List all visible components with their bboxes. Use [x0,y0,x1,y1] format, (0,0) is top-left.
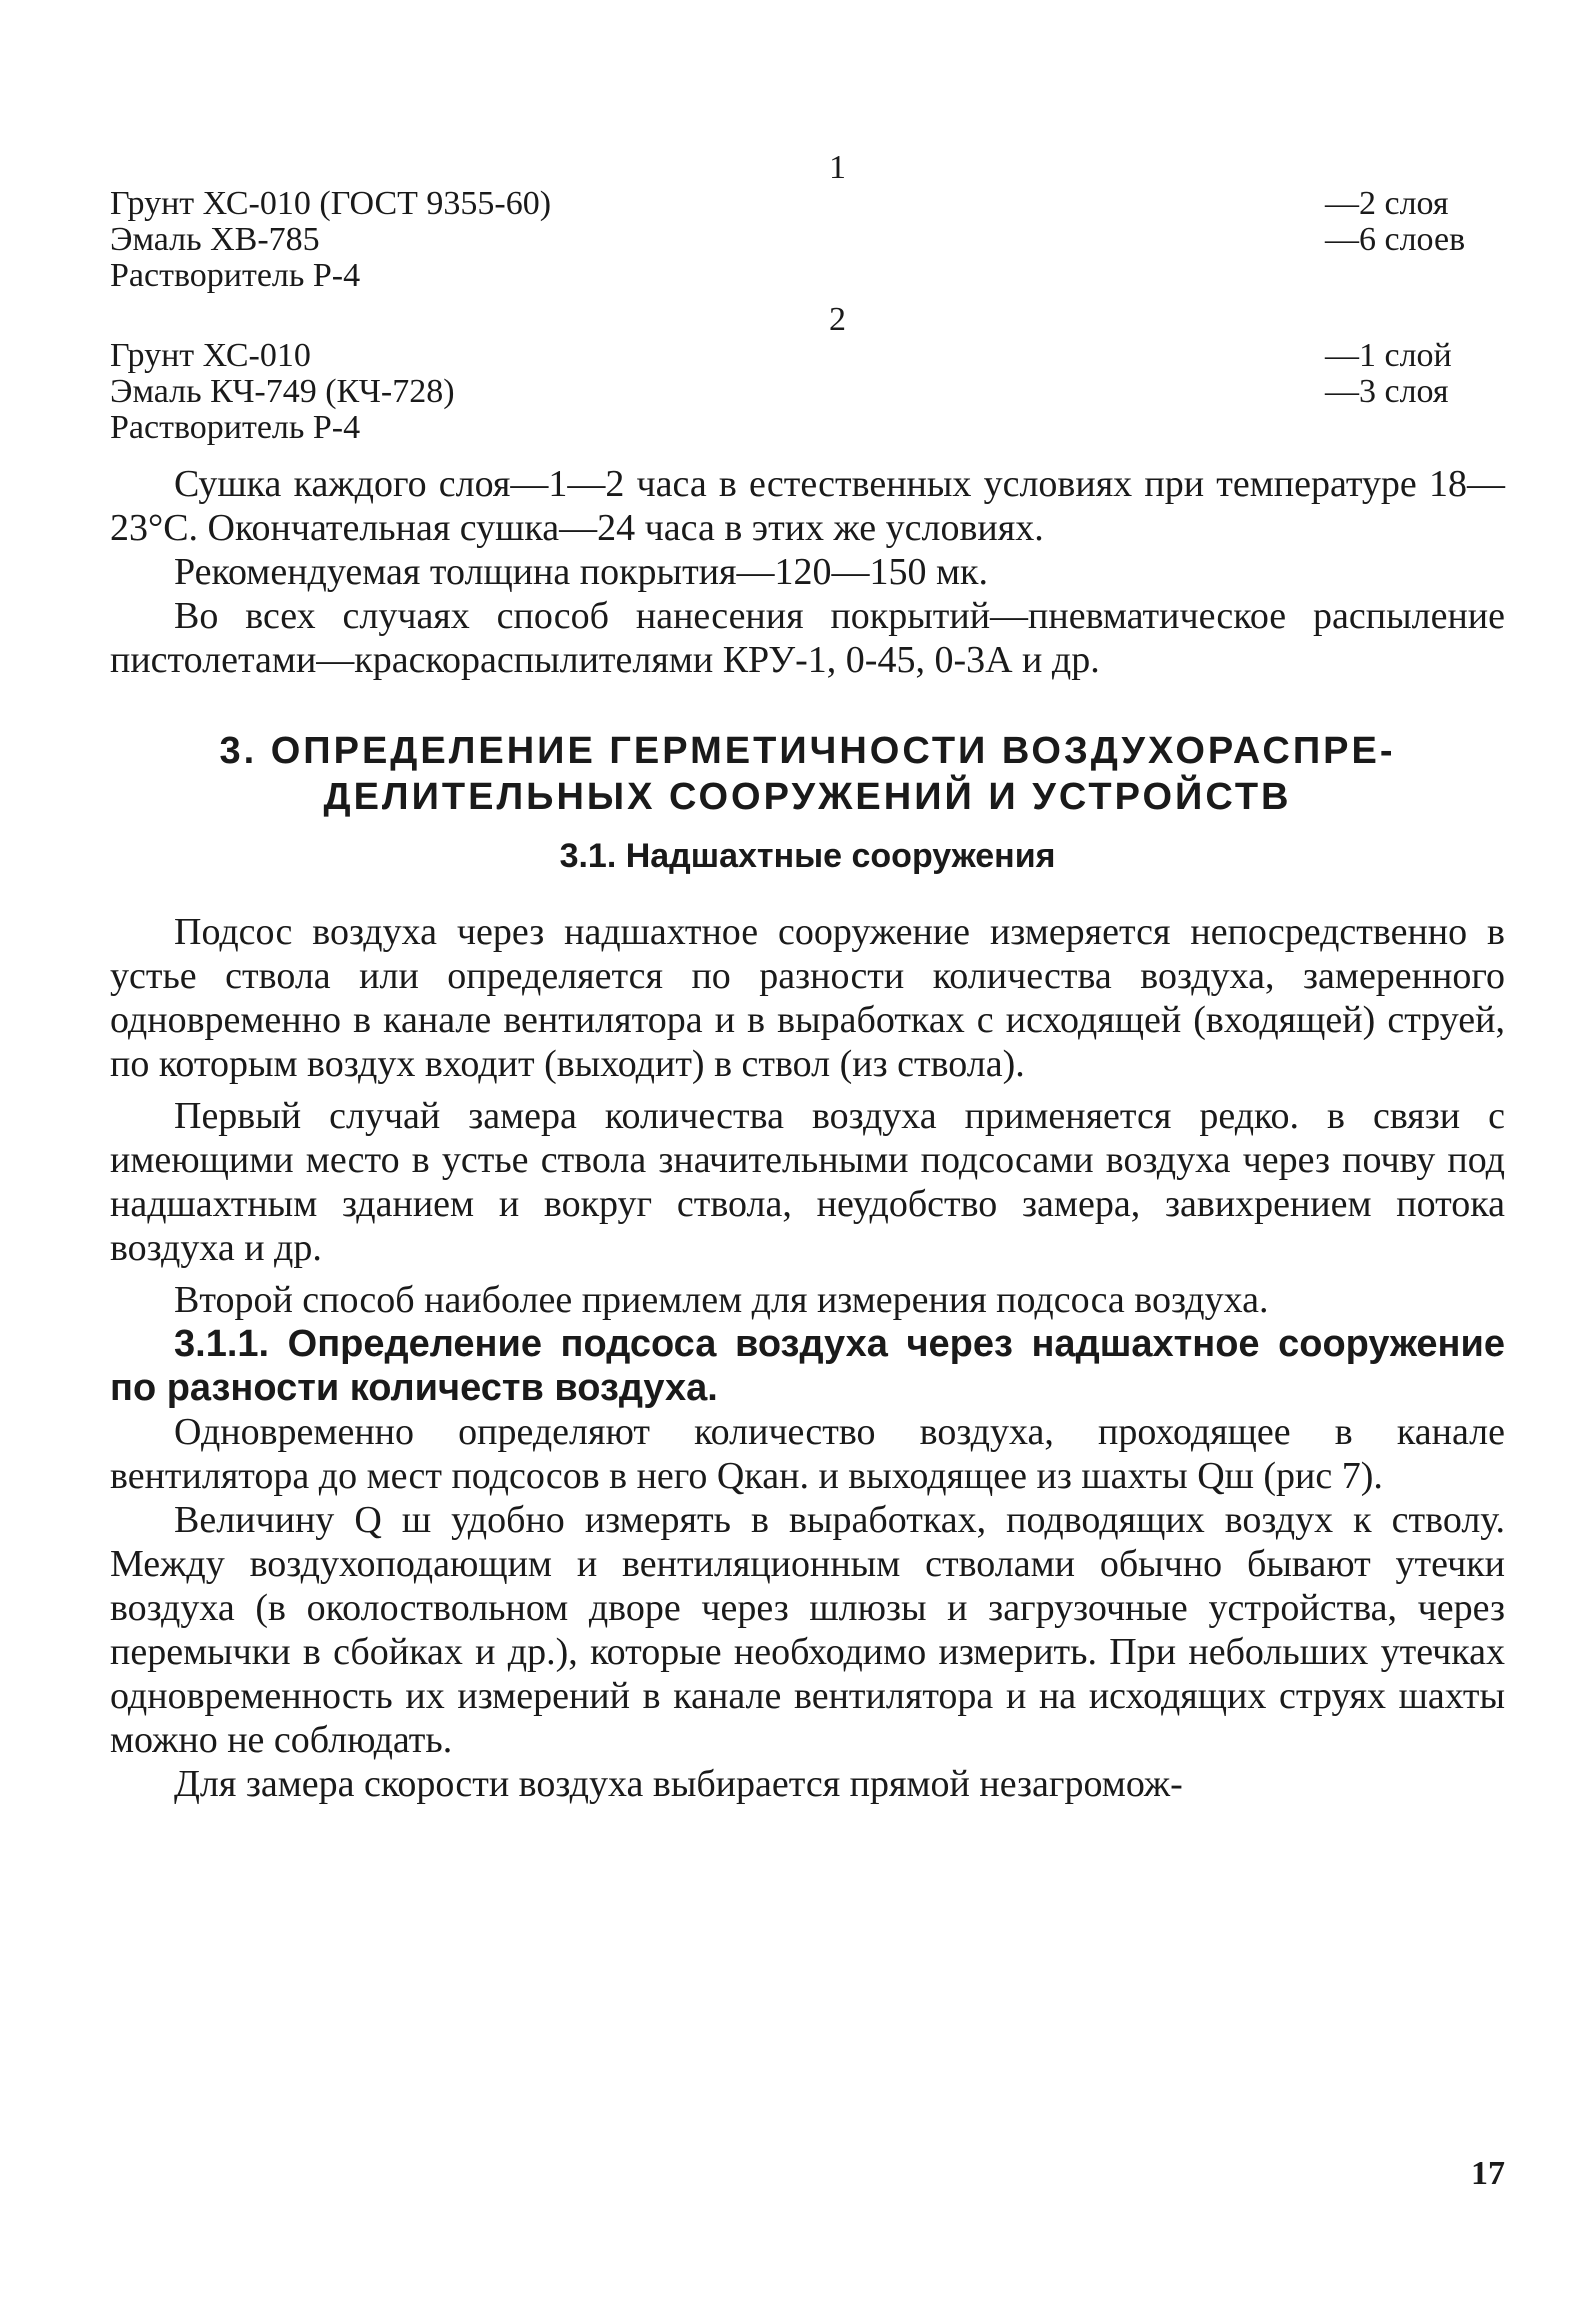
material-name: Растворитель Р-4 [110,257,361,294]
material-row [110,374,1505,410]
material-row [110,410,1505,446]
material-qty: —1 слой [1325,337,1452,374]
material-row [110,338,1505,374]
subsection-title: 3.1. Надшахтные сооружения [559,837,1056,875]
paragraph-quantity: Величину Q ш удобно измерять в выработках, подводящих воздух к стволу. Между воздухоподающим и вентиляционным стволами обычно бывают утечки воздуха (в околоствольном дворе через шлюзы и загрузочные устройства, через перемычки в сбойках и др.), которые необходимо измерить. При небольших утечках одновременность их измерений в канале вентилятора и на исходящих струях шахты можно не соблюдать. [110,1499,1505,1761]
chapter-title [110,728,1505,820]
chapter-title-line-1: 3. ОПРЕДЕЛЕНИЕ ГЕРМЕТИЧНОСТИ ВОЗДУХОРАСПРЕ- [219,730,1396,772]
paragraph-drying: Сушка каждого слоя—1—2 часа в естественных условиях при температуре 18—23°С. Окончательная сушка—24 часа в этих же условиях. [110,463,1505,549]
subsubsection-title [110,1322,1505,1410]
document-page [110,150,1505,1806]
material-name: Грунт ХС-010 [110,337,311,374]
material-name: Эмаль ХВ-785 [110,221,320,258]
paragraph-second-method: Второй способ наиболее приемлем для измерения подсоса воздуха. [174,1279,1269,1321]
material-qty: —2 слоя [1325,185,1449,222]
coating-variant-2 [110,302,1505,446]
material-qty [1325,258,1505,294]
chapter-title-line-2: ДЕЛИТЕЛЬНЫХ СООРУЖЕНИЙ И УСТРОЙСТВ [323,776,1292,818]
paragraph-simultaneous: Одновременно определяют количество воздуха, проходящее в канале вентилятора до мест подсосов в него Qкан. и выходящее из шахты Qш (рис 7). [110,1411,1505,1497]
page-number: 17 [1471,2155,1505,2192]
material-row [110,186,1505,222]
variant-number: 2 [829,301,846,338]
paragraph-speed: Для замера скорости воздуха выбирается прямой незагромож- [174,1763,1183,1805]
paragraph-first-case: Первый случай замера количества воздуха применяется редко. в связи с имеющими место в устье ствола значительными подсосами воздуха через почву под надшахтным зданием и вокруг ствола, неудобство замера, завихрением потока воздуха и др. [110,1095,1505,1269]
material-qty: —3 слоя [1325,373,1449,410]
paragraph-application: Во всех случаях способ нанесения покрытий—пневматическое распыление пистолетами—краскораспылителями КРУ-1, 0-45, 0-3А и др. [110,595,1505,681]
variant-number: 1 [829,149,846,186]
material-qty [1325,410,1505,446]
material-name: Растворитель Р-4 [110,409,361,446]
material-qty: —6 слоев [1325,221,1466,258]
material-name: Грунт ХС-010 (ГОСТ 9355-60) [110,185,552,222]
subsubsection-title-text: 3.1.1. Определение подсоса воздуха через надшахтное сооружение по разности количеств воздуха. [110,1323,1505,1409]
paragraph-suction: Подсос воздуха через надшахтное сооружение измеряется непосредственно в устье ствола или определяется по разности количества воздуха, замеренного одновременно в канале вентилятора и в выработках с исходящей (входящей) струей, по которым воздух входит (выходит) в ствол (из ствола). [110,911,1505,1085]
material-name: Эмаль КЧ-749 (КЧ-728) [110,373,455,410]
material-row [110,222,1505,258]
paragraph-thickness: Рекомендуемая толщина покрытия—120—150 мк. [174,551,989,593]
material-row [110,258,1505,294]
coating-variant-1 [110,150,1505,294]
